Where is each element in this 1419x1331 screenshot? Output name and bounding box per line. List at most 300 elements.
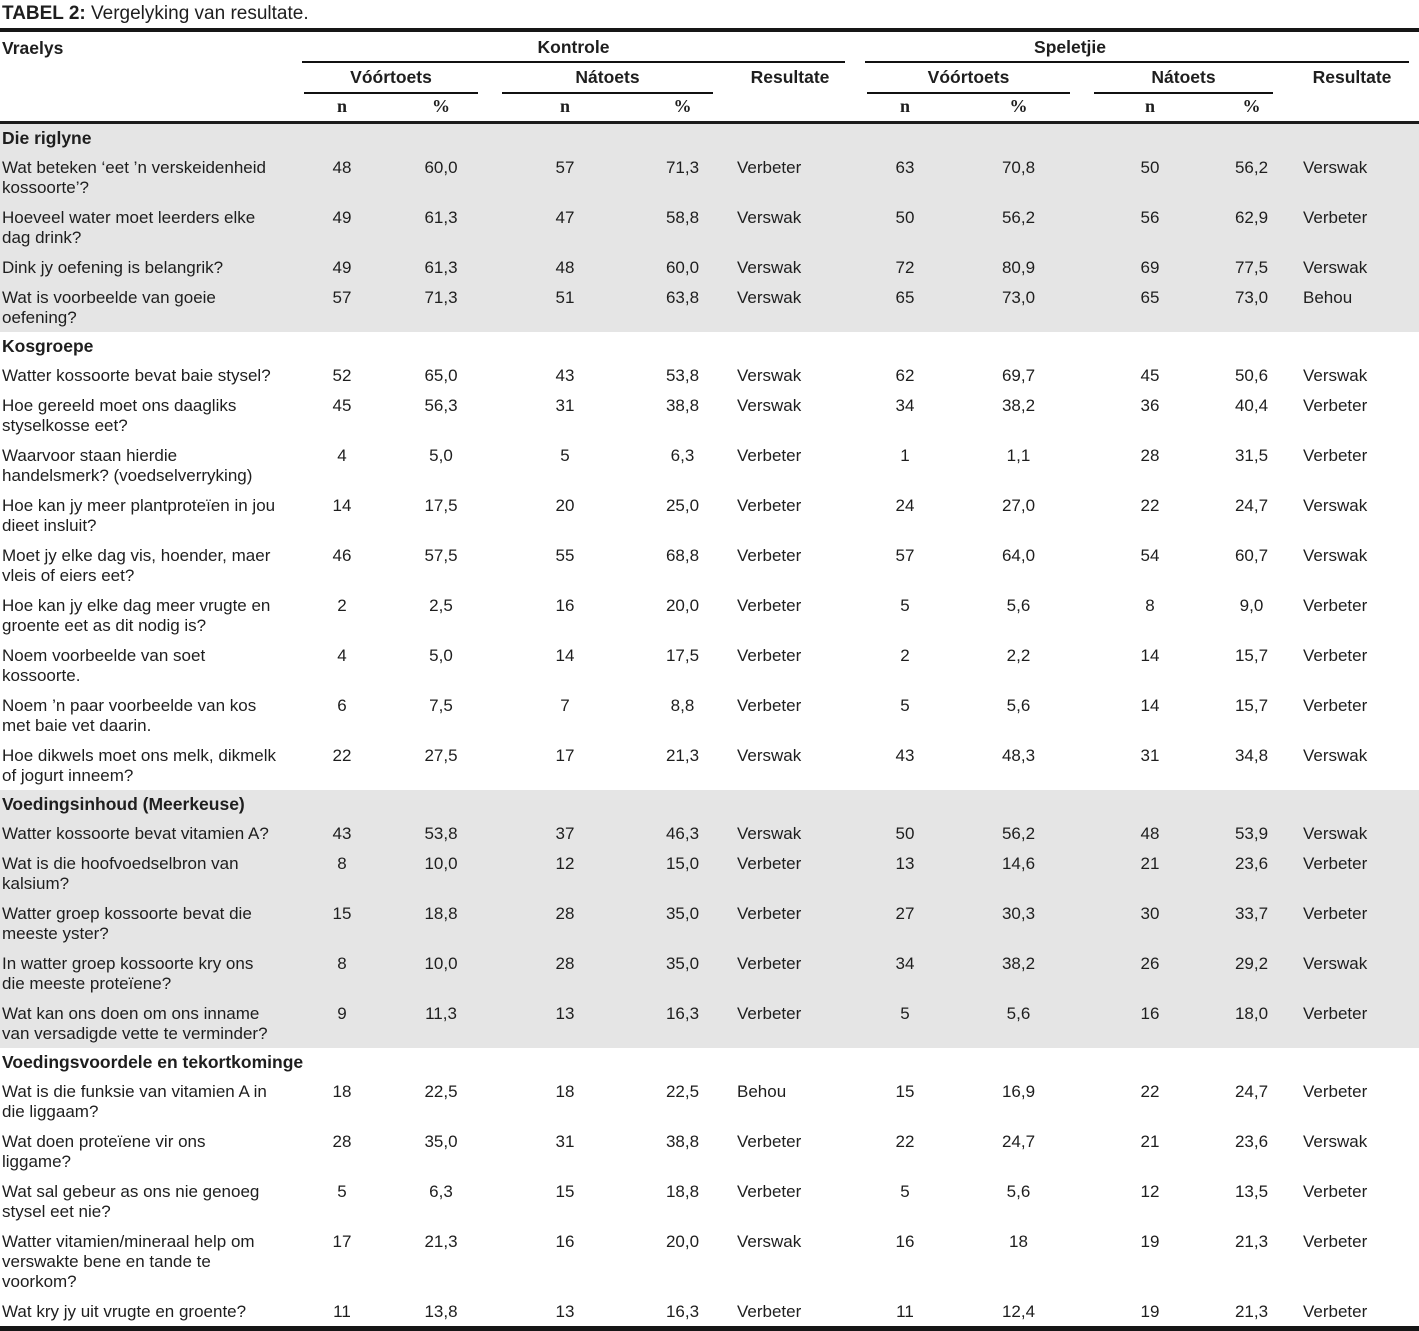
kontrole-voortoets-n-cell: 6 [337, 696, 347, 715]
speletjie-voortoets-n-cell: 62 [895, 366, 915, 385]
table-row [0, 590, 1419, 640]
table-row [0, 818, 1419, 848]
speletjie-natoets-pct-cell: 60,7 [1234, 546, 1269, 565]
kontrole-voortoets-n-cell: 48 [292, 152, 392, 202]
speletjie-natoets-pct-cell: 62,9 [1218, 202, 1285, 252]
kontrole-voortoets-pct-cell: 18,8 [392, 898, 490, 948]
kontrole-natoets-n-cell: 7 [560, 696, 570, 715]
question-cell: Watter groep kossoorte bevat die meeste yster? [0, 898, 292, 948]
kontrole-result-cell: Verbeter [737, 446, 802, 465]
speletjie-voortoets-n-cell: 2 [900, 646, 910, 665]
kontrole-natoets-pct-cell: 63,8 [640, 282, 725, 332]
kontrole-natoets-pct-cell: 6,3 [670, 446, 695, 465]
speletjie-natoets-pct-cell: 24,7 [1234, 1082, 1269, 1101]
speletjie-result-cell: Verbeter [1303, 596, 1368, 615]
speletjie-result-cell: Verswak [1303, 546, 1368, 565]
kontrole-natoets-n-cell: 20 [555, 496, 575, 515]
kontrole-voortoets-n-cell: 43 [292, 818, 392, 848]
speletjie-voortoets-pct-cell: 56,2 [955, 202, 1082, 252]
kontrole-natoets-pct-cell: 38,8 [665, 1132, 700, 1151]
question-cell: In watter groep kossoorte kry ons die meeste proteïene? [0, 948, 292, 998]
kontrole-voortoets-pct-cell: 5,0 [429, 446, 453, 465]
kontrole-natoets-pct-cell: 53,8 [665, 366, 700, 385]
table-row [0, 202, 1419, 252]
kontrole-result-cell: Verswak [725, 252, 855, 282]
speletjie-natoets-pct-cell: 23,6 [1218, 848, 1285, 898]
speletjie-natoets-n-cell: 21 [1140, 1132, 1160, 1151]
speletjie-result-cell: Verswak [1285, 818, 1419, 848]
question-cell: Dink jy oefening is belangrik? [0, 252, 292, 282]
subheader-speletjie-natoets: Nátoets [1082, 63, 1285, 94]
table-row [0, 540, 1419, 590]
kontrole-natoets-n-cell: 28 [490, 948, 640, 998]
question-cell: Wat is voorbeelde van goeie oefening? [0, 282, 292, 332]
speletjie-voortoets-pct-cell: 38,2 [1001, 396, 1036, 415]
kontrole-voortoets-n-cell: 49 [292, 252, 392, 282]
kontrole-natoets-n-cell: 13 [490, 998, 640, 1048]
kontrole-natoets-n-cell: 51 [490, 282, 640, 332]
subheader-kontrole-natoets: Nátoets [490, 63, 725, 94]
speletjie-voortoets-pct-cell: 5,6 [955, 998, 1082, 1048]
speletjie-natoets-n-cell: 36 [1140, 396, 1160, 415]
kontrole-natoets-pct-cell: 71,3 [640, 152, 725, 202]
kontrole-natoets-pct-cell: 16,3 [640, 998, 725, 1048]
kontrole-voortoets-pct-cell: 35,0 [424, 1132, 458, 1151]
kontrole-natoets-pct-cell: 17,5 [665, 646, 700, 665]
kontrole-natoets-n-cell: 48 [490, 252, 640, 282]
kontrole-natoets-pct-cell: 21,3 [665, 746, 700, 765]
speletjie-natoets-n-cell: 16 [1082, 998, 1218, 1048]
kontrole-natoets-pct-cell: 46,3 [640, 818, 725, 848]
speletjie-voortoets-pct-cell: 69,7 [1001, 366, 1036, 385]
kontrole-result-cell: Verbeter [725, 152, 855, 202]
speletjie-voortoets-pct-cell: 5,6 [1006, 696, 1031, 715]
speletjie-voortoets-n-cell: 1 [900, 446, 910, 465]
kontrole-natoets-pct-cell: 8,8 [670, 696, 695, 715]
kontrole-natoets-pct-cell: 15,0 [640, 848, 725, 898]
kontrole-natoets-pct-cell: 18,8 [665, 1182, 700, 1201]
speletjie-natoets-pct-cell: 40,4 [1234, 396, 1269, 415]
kontrole-voortoets-n-cell: 46 [332, 546, 352, 565]
kontrole-natoets-n-cell: 5 [560, 446, 570, 465]
kontrole-voortoets-pct-cell: 65,0 [424, 366, 458, 385]
speletjie-voortoets-pct-cell: 18 [1009, 1232, 1028, 1251]
speletjie-natoets-pct-cell: 23,6 [1234, 1132, 1269, 1151]
speletjie-result-cell: Verbeter [1285, 202, 1419, 252]
speletjie-voortoets-n-cell: 50 [855, 818, 955, 848]
kontrole-voortoets-n-cell: 15 [292, 898, 392, 948]
question-cell: Wat is die funksie van vitamien A in die liggaam? [2, 1082, 267, 1121]
speletjie-natoets-n-cell: 28 [1140, 446, 1160, 465]
kontrole-result-cell: Verbeter [725, 998, 855, 1048]
speletjie-result-cell: Verbeter [1303, 646, 1368, 665]
speletjie-result-cell: Behou [1285, 282, 1419, 332]
speletjie-result-cell: Verswak [1303, 366, 1368, 385]
kontrole-result-cell: Verswak [737, 1232, 802, 1251]
question-cell: Wat doen proteïene vir ons liggame? [2, 1132, 206, 1171]
kontrole-natoets-pct-cell: 60,0 [640, 252, 725, 282]
speletjie-natoets-pct-cell: 21,3 [1234, 1302, 1269, 1321]
kontrole-natoets-n-cell: 47 [490, 202, 640, 252]
speletjie-voortoets-pct-cell: 27,0 [1001, 496, 1036, 515]
speletjie-voortoets-n-cell: 72 [855, 252, 955, 282]
kontrole-natoets-n-cell: 43 [555, 366, 575, 385]
speletjie-voortoets-pct-cell: 14,6 [955, 848, 1082, 898]
speletjie-natoets-n-cell: 21 [1082, 848, 1218, 898]
speletjie-voortoets-n-cell: 5 [900, 596, 910, 615]
kontrole-voortoets-n-cell: 11 [333, 1302, 351, 1321]
header-pct-speletjie-natoets: % [1218, 94, 1285, 123]
question-cell: Hoeveel water moet leerders elke dag drink? [0, 202, 292, 252]
speletjie-voortoets-pct-cell: 16,9 [1001, 1082, 1036, 1101]
kontrole-natoets-n-cell: 31 [555, 396, 575, 415]
header-pct-kontrole-voortoets: % [392, 94, 490, 123]
kontrole-voortoets-n-cell: 8 [292, 948, 392, 998]
table-row [0, 998, 1419, 1048]
kontrole-voortoets-n-cell: 2 [337, 596, 347, 615]
kontrole-voortoets-pct-cell: 10,0 [392, 848, 490, 898]
section-title: Voedingsvoordele en tekortkominge [2, 1052, 304, 1072]
speletjie-result-cell: Verbeter [1285, 848, 1419, 898]
speletjie-natoets-pct-cell: 56,2 [1218, 152, 1285, 202]
speletjie-result-cell: Verbeter [1303, 446, 1368, 465]
table-row [0, 740, 1419, 790]
table-row [0, 490, 1419, 540]
speletjie-natoets-pct-cell: 34,8 [1234, 746, 1269, 765]
speletjie-result-cell: Verbeter [1285, 898, 1419, 948]
table-row [0, 360, 1419, 390]
kontrole-voortoets-pct-cell: 2,5 [429, 596, 453, 615]
speletjie-natoets-n-cell: 30 [1082, 898, 1218, 948]
group-label-kontrole: Kontrole [537, 37, 610, 57]
kontrole-natoets-n-cell: 14 [555, 646, 575, 665]
table-row [0, 1176, 1419, 1226]
kontrole-natoets-pct-cell: 58,8 [640, 202, 725, 252]
kontrole-voortoets-pct-cell: 17,5 [424, 496, 458, 515]
speletjie-voortoets-pct-cell: 38,2 [955, 948, 1082, 998]
kontrole-voortoets-n-cell: 17 [332, 1232, 352, 1251]
question-cell: Hoe kan jy meer plantproteïen in jou dieet insluit? [2, 496, 276, 535]
speletjie-result-cell: Verswak [1303, 746, 1368, 765]
speletjie-natoets-pct-cell: 13,5 [1234, 1182, 1269, 1201]
table-row [0, 948, 1419, 998]
speletjie-natoets-pct-cell: 18,0 [1218, 998, 1285, 1048]
speletjie-result-cell: Verswak [1285, 252, 1419, 282]
speletjie-voortoets-pct-cell: 80,9 [955, 252, 1082, 282]
kontrole-result-cell: Verbeter [737, 1182, 802, 1201]
kontrole-natoets-pct-cell: 35,0 [640, 898, 725, 948]
speletjie-voortoets-n-cell: 13 [855, 848, 955, 898]
speletjie-voortoets-pct-cell: 30,3 [955, 898, 1082, 948]
kontrole-result-cell: Verbeter [725, 848, 855, 898]
speletjie-voortoets-pct-cell: 12,4 [1001, 1302, 1036, 1321]
kontrole-result-cell: Verbeter [737, 696, 802, 715]
section-title: Die riglyne [0, 123, 1419, 153]
kontrole-result-cell: Verswak [725, 818, 855, 848]
header-n-kontrole-voortoets: n [292, 94, 392, 123]
kontrole-natoets-pct-cell: 22,5 [665, 1082, 700, 1101]
header-spacer [0, 63, 292, 94]
kontrole-voortoets-n-cell: 28 [332, 1132, 352, 1151]
table-row [0, 848, 1419, 898]
group-header-speletjie [855, 32, 1419, 63]
kontrole-natoets-pct-cell: 25,0 [665, 496, 700, 515]
subheader-speletjie-voortoets: Vóórtoets [855, 63, 1082, 94]
header-spacer [725, 94, 855, 123]
kontrole-voortoets-pct-cell: 60,0 [392, 152, 490, 202]
speletjie-voortoets-n-cell: 43 [895, 746, 915, 765]
section-header-row [0, 332, 1419, 360]
table-row [0, 1076, 1419, 1126]
speletjie-natoets-pct-cell: 9,0 [1239, 596, 1264, 615]
speletjie-voortoets-n-cell: 27 [855, 898, 955, 948]
speletjie-voortoets-n-cell: 57 [895, 546, 915, 565]
speletjie-voortoets-pct-cell: 48,3 [1001, 746, 1036, 765]
kontrole-natoets-n-cell: 28 [490, 898, 640, 948]
table-header [0, 32, 1419, 123]
question-cell: Hoe kan jy elke dag meer vrugte en groente eet as dit nodig is? [2, 596, 271, 635]
speletjie-voortoets-pct-cell: 5,6 [1006, 596, 1031, 615]
speletjie-voortoets-n-cell: 34 [895, 396, 915, 415]
kontrole-result-cell: Verswak [725, 202, 855, 252]
section-title: Voedingsinhoud (Meerkeuse) [0, 790, 1419, 818]
speletjie-voortoets-n-cell: 34 [855, 948, 955, 998]
kontrole-natoets-n-cell: 55 [555, 546, 575, 565]
table-row [0, 252, 1419, 282]
kontrole-natoets-pct-cell: 38,8 [665, 396, 700, 415]
speletjie-voortoets-n-cell: 15 [895, 1082, 915, 1101]
speletjie-natoets-n-cell: 8 [1145, 596, 1155, 615]
table-row [0, 640, 1419, 690]
question-cell: Waarvoor staan hierdie handelsmerk? (voedselverryking) [2, 446, 253, 485]
kontrole-natoets-n-cell: 12 [490, 848, 640, 898]
speletjie-natoets-n-cell: 26 [1082, 948, 1218, 998]
question-cell: Wat beteken ‘eet ’n verskeidenheid kossoorte’? [0, 152, 292, 202]
kontrole-voortoets-n-cell: 52 [332, 366, 352, 385]
kontrole-natoets-n-cell: 57 [490, 152, 640, 202]
header-spacer [0, 94, 292, 123]
speletjie-natoets-n-cell: 54 [1140, 546, 1160, 565]
table-row [0, 282, 1419, 332]
speletjie-voortoets-pct-cell: 64,0 [1001, 546, 1036, 565]
speletjie-result-cell: Verswak [1285, 948, 1419, 998]
speletjie-natoets-n-cell: 31 [1140, 746, 1160, 765]
results-comparison-table [0, 32, 1419, 1331]
table-row [0, 898, 1419, 948]
table-row [0, 440, 1419, 490]
speletjie-voortoets-n-cell: 65 [855, 282, 955, 332]
speletjie-natoets-n-cell: 69 [1082, 252, 1218, 282]
speletjie-result-cell: Verswak [1285, 152, 1419, 202]
table-row [0, 152, 1419, 202]
speletjie-result-cell: Verbeter [1285, 998, 1419, 1048]
kontrole-result-cell: Verbeter [725, 948, 855, 998]
speletjie-natoets-n-cell: 56 [1082, 202, 1218, 252]
kontrole-natoets-n-cell: 37 [490, 818, 640, 848]
kontrole-voortoets-pct-cell: 13,8 [424, 1302, 458, 1321]
question-cell: Watter kossoorte bevat vitamien A? [0, 818, 292, 848]
kontrole-voortoets-pct-cell: 56,3 [424, 396, 458, 415]
kontrole-voortoets-n-cell: 57 [292, 282, 392, 332]
kontrole-voortoets-n-cell: 22 [332, 746, 352, 765]
speletjie-natoets-n-cell: 22 [1140, 496, 1160, 515]
header-spacer [1285, 94, 1419, 123]
speletjie-voortoets-n-cell: 5 [855, 998, 955, 1048]
table-row [0, 1226, 1419, 1296]
speletjie-voortoets-pct-cell: 73,0 [955, 282, 1082, 332]
kontrole-voortoets-n-cell: 14 [332, 496, 352, 515]
kontrole-result-cell: Verbeter [737, 496, 802, 515]
kontrole-result-cell: Verswak [737, 746, 802, 765]
kontrole-natoets-n-cell: 31 [555, 1132, 575, 1151]
speletjie-voortoets-n-cell: 22 [895, 1132, 915, 1151]
kontrole-voortoets-pct-cell: 22,5 [424, 1082, 458, 1101]
speletjie-natoets-n-cell: 45 [1140, 366, 1160, 385]
speletjie-natoets-pct-cell: 33,7 [1218, 898, 1285, 948]
kontrole-result-cell: Verbeter [725, 898, 855, 948]
kontrole-voortoets-pct-cell: 57,5 [424, 546, 458, 565]
kontrole-natoets-n-cell: 18 [555, 1082, 575, 1101]
table-caption [0, 0, 1419, 32]
speletjie-voortoets-n-cell: 50 [855, 202, 955, 252]
header-pct-kontrole-natoets: % [640, 94, 725, 123]
section-header-row [0, 123, 1419, 153]
speletjie-voortoets-n-cell: 5 [900, 696, 910, 715]
kontrole-result-cell: Verswak [725, 282, 855, 332]
subheader-speletjie-resultate: Resultate [1312, 67, 1392, 87]
kontrole-voortoets-n-cell: 45 [332, 396, 352, 415]
table-caption-text: Vergelyking van resultate. [85, 3, 309, 24]
kontrole-voortoets-pct-cell: 27,5 [424, 746, 458, 765]
kontrole-voortoets-n-cell: 8 [292, 848, 392, 898]
speletjie-voortoets-pct-cell: 70,8 [955, 152, 1082, 202]
section-title: Kosgroepe [2, 336, 94, 356]
table-body [0, 123, 1419, 1329]
kontrole-voortoets-pct-cell: 53,8 [392, 818, 490, 848]
speletjie-natoets-n-cell: 19 [1140, 1232, 1160, 1251]
speletjie-result-cell: Verbeter [1303, 1082, 1368, 1101]
section-header-row [0, 1048, 1419, 1076]
kontrole-voortoets-n-cell: 5 [337, 1182, 347, 1201]
speletjie-natoets-pct-cell: 50,6 [1234, 366, 1269, 385]
speletjie-voortoets-pct-cell: 56,2 [955, 818, 1082, 848]
speletjie-result-cell: Verswak [1303, 1132, 1368, 1151]
kontrole-voortoets-pct-cell: 61,3 [392, 202, 490, 252]
kontrole-natoets-pct-cell: 68,8 [665, 546, 700, 565]
speletjie-result-cell: Verswak [1303, 496, 1368, 515]
kontrole-natoets-pct-cell: 20,0 [665, 1232, 700, 1251]
speletjie-natoets-pct-cell: 31,5 [1234, 446, 1269, 465]
kontrole-voortoets-pct-cell: 5,0 [429, 646, 453, 665]
speletjie-result-cell: Verbeter [1303, 696, 1368, 715]
kontrole-result-cell: Verswak [737, 366, 802, 385]
kontrole-voortoets-n-cell: 49 [292, 202, 392, 252]
kontrole-voortoets-n-cell: 18 [332, 1082, 352, 1101]
speletjie-result-cell: Verbeter [1303, 1302, 1368, 1321]
speletjie-natoets-n-cell: 14 [1140, 646, 1160, 665]
group-label-speletjie: Speletjie [1034, 37, 1107, 57]
speletjie-voortoets-n-cell: 11 [896, 1302, 914, 1321]
kontrole-voortoets-n-cell: 9 [292, 998, 392, 1048]
speletjie-voortoets-pct-cell: 1,1 [1006, 446, 1031, 465]
speletjie-natoets-n-cell: 48 [1082, 818, 1218, 848]
header-n-speletjie-voortoets: n [855, 94, 955, 123]
header-n-speletjie-natoets: n [1082, 94, 1218, 123]
kontrole-voortoets-pct-cell: 71,3 [392, 282, 490, 332]
kontrole-result-cell: Verbeter [737, 546, 802, 565]
speletjie-natoets-pct-cell: 15,7 [1234, 646, 1269, 665]
speletjie-voortoets-pct-cell: 5,6 [1006, 1182, 1031, 1201]
speletjie-natoets-n-cell: 65 [1082, 282, 1218, 332]
speletjie-natoets-pct-cell: 21,3 [1234, 1232, 1269, 1251]
kontrole-natoets-n-cell: 16 [555, 596, 575, 615]
table-row [0, 1296, 1419, 1329]
column-header-vraelys: Vraelys [2, 38, 64, 58]
table-row [0, 690, 1419, 740]
question-cell: Moet jy elke dag vis, hoender, maer vleis of eiers eet? [2, 546, 271, 585]
speletjie-natoets-n-cell: 50 [1082, 152, 1218, 202]
speletjie-result-cell: Verbeter [1303, 396, 1368, 415]
kontrole-voortoets-n-cell: 4 [337, 646, 347, 665]
speletjie-natoets-pct-cell: 24,7 [1234, 496, 1269, 515]
speletjie-voortoets-pct-cell: 2,2 [1006, 646, 1031, 665]
kontrole-voortoets-pct-cell: 61,3 [392, 252, 490, 282]
speletjie-natoets-pct-cell: 77,5 [1218, 252, 1285, 282]
question-cell: Watter vitamien/mineraal help om verswakte bene en tande te voorkom? [2, 1232, 255, 1291]
speletjie-result-cell: Verbeter [1303, 1232, 1368, 1251]
table-number-label: TABEL 2: [2, 3, 86, 24]
kontrole-result-cell: Verbeter [737, 596, 802, 615]
speletjie-natoets-n-cell: 14 [1140, 696, 1160, 715]
kontrole-voortoets-pct-cell: 21,3 [424, 1232, 458, 1251]
speletjie-voortoets-n-cell: 63 [855, 152, 955, 202]
kontrole-voortoets-pct-cell: 11,3 [392, 998, 490, 1048]
kontrole-voortoets-pct-cell: 7,5 [429, 696, 453, 715]
speletjie-result-cell: Verbeter [1303, 1182, 1368, 1201]
kontrole-voortoets-n-cell: 4 [337, 446, 347, 465]
question-cell: Noem voorbeelde van soet kossoorte. [2, 646, 206, 685]
speletjie-natoets-n-cell: 19 [1140, 1302, 1160, 1321]
question-cell: Wat kry jy uit vrugte en groente? [2, 1302, 247, 1321]
kontrole-natoets-pct-cell: 20,0 [665, 596, 700, 615]
header-pct-speletjie-voortoets: % [955, 94, 1082, 123]
speletjie-natoets-n-cell: 22 [1140, 1082, 1160, 1101]
speletjie-voortoets-n-cell: 5 [900, 1182, 910, 1201]
kontrole-result-cell: Behou [737, 1082, 787, 1101]
kontrole-natoets-n-cell: 13 [555, 1302, 575, 1321]
header-n-kontrole-natoets: n [490, 94, 640, 123]
kontrole-natoets-n-cell: 17 [555, 746, 575, 765]
kontrole-natoets-pct-cell: 16,3 [665, 1302, 700, 1321]
question-cell: Wat is die hoofvoedselbron van kalsium? [0, 848, 292, 898]
subheader-kontrole-resultate: Resultate [750, 67, 830, 87]
question-cell: Watter kossoorte bevat baie stysel? [2, 366, 271, 385]
question-cell: Hoe gereeld moet ons daagliks styselkosse eet? [2, 396, 237, 435]
kontrole-result-cell: Verbeter [737, 646, 802, 665]
question-cell: Wat sal gebeur as ons nie genoeg stysel eet nie? [2, 1182, 260, 1221]
kontrole-result-cell: Verbeter [737, 1302, 802, 1321]
question-cell: Noem ’n paar voorbeelde van kos met baie vet daarin. [2, 696, 257, 735]
section-header-row [0, 790, 1419, 818]
kontrole-natoets-n-cell: 15 [555, 1182, 575, 1201]
table-row [0, 390, 1419, 440]
speletjie-voortoets-pct-cell: 24,7 [1001, 1132, 1036, 1151]
speletjie-natoets-pct-cell: 29,2 [1218, 948, 1285, 998]
kontrole-voortoets-pct-cell: 10,0 [392, 948, 490, 998]
kontrole-natoets-n-cell: 16 [555, 1232, 575, 1251]
speletjie-natoets-n-cell: 12 [1140, 1182, 1160, 1201]
kontrole-natoets-pct-cell: 35,0 [640, 948, 725, 998]
